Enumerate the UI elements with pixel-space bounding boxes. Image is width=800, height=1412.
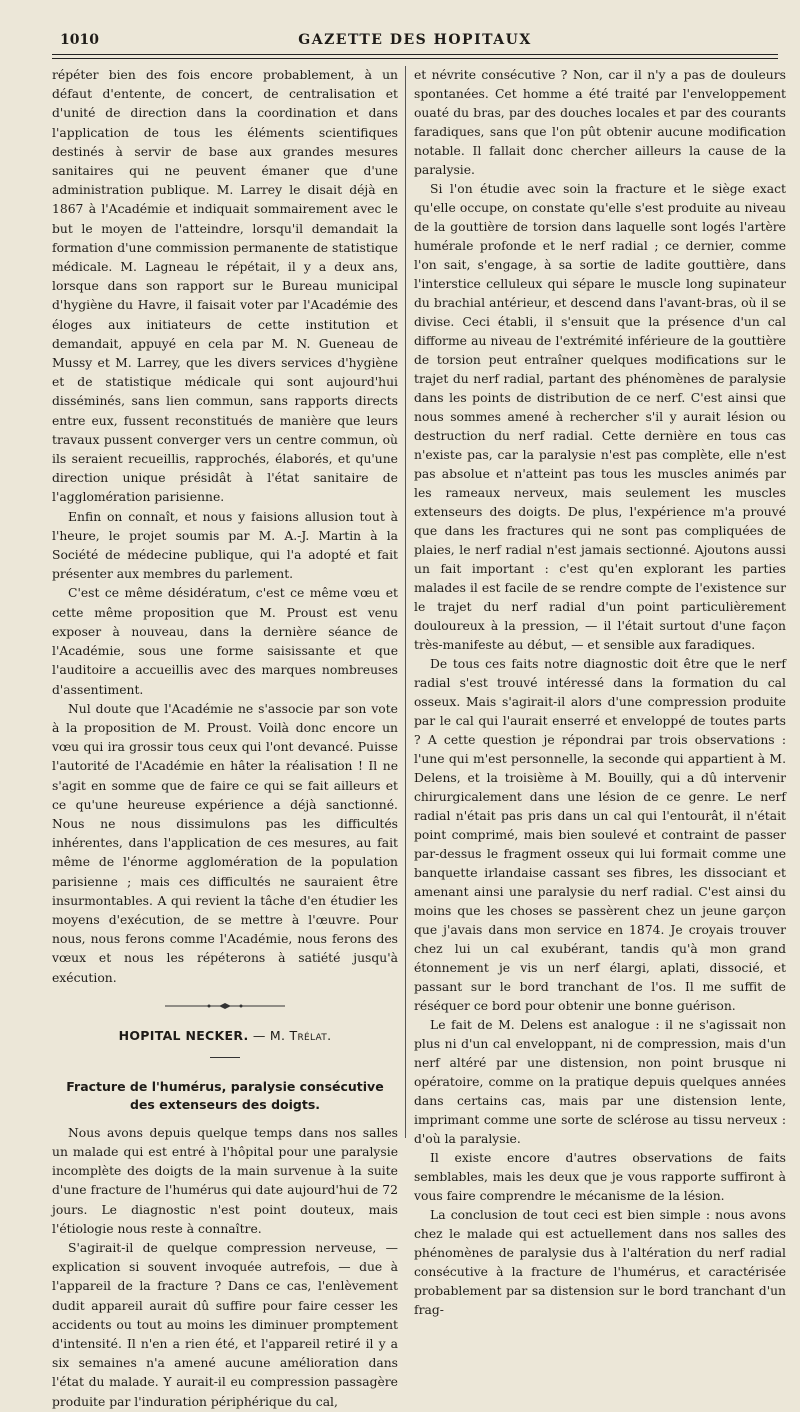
column-divider [405, 66, 406, 1138]
section-ornament [165, 1002, 285, 1010]
header-rule [52, 54, 778, 55]
journal-title: GAZETTE DES HOPITAUX [298, 32, 532, 48]
paragraph: De tous ces faits notre diagnostic doit être que le nerf radial s'est trouvé intéressé dans la formation du cal osseux. Mais s'agirait-il alors d'une compression produite par le cal qui l'aurait enserré et enveloppé de toutes parts ? A cette question je répondrai par trois observations : l'une qui m'est personnelle, la seconde qui appartient à M. Delens, et la troisième à M. Bouilly, qui a dû intervenir chirurgicalement dans une lésion de ce genre. Le nerf radial n'était pas pris dans un cal qui l'entourât, il n'était point comprimé, mais bien soulevé et contraint de passer par-dessus le fragment osseux qui lui formait comme une banquette irlandaise cassant ses fibres, les dissociant et amenant ainsi une paralysie du nerf radial. C'est ainsi du moins que les choses se passèrent chez un jeune garçon que j'avais dans mon service en 1874. Je croyais trouver chez lui un cal exubérant, tandis qu'à mon grand étonnement je vis un nerf élargi, aplati, dissocié, et passant sur le bord tranchant de l'os. Il me suffit de réséquer ce bord pour obtenir une bonne guérison. [414, 657, 786, 1013]
paragraph: Il existe encore d'autres observations de faits semblables, mais les deux que je vous rapporte suffiront à vous faire comprendre le mécanisme de la lésion. [414, 1151, 786, 1203]
left-column [52, 66, 398, 1409]
heading-separator: — [248, 1027, 270, 1043]
paragraph: et névrite consécutive ? Non, car il n'y a pas de douleurs spontanées. Cet homme a été traité par l'enveloppement ouaté du bras, par des douches locales et par des courants faradiques, sans que l'on pût obtenir aucune modification notable. Il fallait donc chercher ailleurs la cause de la paralysie. [414, 68, 786, 177]
section-heading [52, 1028, 398, 1043]
right-column [414, 66, 786, 1317]
paragraph: Si l'on étudie avec soin la fracture et le siège exact qu'elle occupe, on constate qu'elle s'est produite au niveau de la gouttière de torsion dans laquelle sont logés l'artère humérale profonde et le nerf radial ; ce dernier, comme l'on sait, s'engage, à sa sortie de ladite gouttière, dans l'interstice celluleux qui sépare le muscle long supinateur du brachial antérieur, et descend dans l'avant-bras, où il se divise. Ceci établi, il s'ensuit que la présence d'un cal difforme au niveau de l'extrémité inférieure de la gouttière de torsion peut entraîner quelques modifications sur le trajet du nerf radial, partant des phénomènes de paralysie dans les points de distribution de ce nerf. C'est ainsi que nous sommes amené à rechercher s'il y aurait lésion ou destruction du nerf radial. Cette dernière en tous cas n'existe pas, car la paralysie n'est pas complète, elle n'est pas absolue et n'atteint pas tous les muscles animés par les rameaux nerveux, mais seulement les muscles extenseurs des doigts. De plus, l'expérience m'a prouvé que dans les fractures qui ne sont pas compliquées de plaies, le nerf radial n'est jamais sectionné. Ajoutons aussi un fait important : c'est qu'en explorant les parties malades il est facile de se rendre compte de l'existence sur le trajet du nerf radial d'un point particulièrement douloureux à la pression, — il l'était surtout d'une façon très-manifeste au début, — et sensible aux faradiques. [414, 182, 786, 652]
article-title-line: Fracture de l'humérus, paralysie consécutive [66, 1078, 384, 1094]
paragraph: Enfin on connaît, et nous y faisions allusion tout à l'heure, le projet soumis par M. A.-J. Martin à la Société de médecine publique, qui l'a adopté et fait présenter aux membres du parlement. [52, 509, 398, 582]
article-title-line: des extenseurs des doigts. [129, 1096, 321, 1112]
paragraph: Le fait de M. Delens est analogue : il ne s'agissait non plus ni d'un cal enveloppant, ni de compression, mais d'un nerf altéré par une distension, non point brusque ni opératoire, comme on la pratique depuis quelques années dans certains cas, mais par une distension lente, imprimant comme une sorte de sclérose au tissu nerveux : d'où la paralysie. [414, 1018, 786, 1146]
paragraph: S'agirait-il de quelque compression nerveuse, — explication si souvent invoquée autrefois, — due à l'appareil de la fracture ? Dans ce cas, l'enlèvement dudit appareil aurait dû suffire pour faire cesser les accidents ou tout au moins les diminuer promptement d'intensité. Il n'en a rien été, et l'appareil retiré il y a six semaines n'a amené aucune amélioration dans l'état du malade. Y aurait-il eu compression passagère produite par l'induration périphérique du cal, [52, 1240, 398, 1409]
paragraph: Nous avons depuis quelque temps dans nos salles un malade qui est entré à l'hôpital pour une paralysie incomplète des doigts de la main survenue à la suite d'une fracture de l'humérus qui date aujourd'hui de 72 jours. Le diagnostic n'est point douteux, mais l'étiologie nous reste à connaître. [52, 1125, 398, 1236]
page-header [52, 30, 778, 52]
paragraph: La conclusion de tout ceci est bien simple : nous avons chez le malade qui est actuellement dans nos salles des phénomènes de paralysie dus à l'altération du nerf radial consécutive à la fracture de l'humérus, et caractérisée probablement par sa distension sur le bord tranchant d'un frag- [414, 1208, 786, 1317]
paragraph: Nul doute que l'Académie ne s'associe par son vote à la proposition de M. Proust. Voilà donc encore un vœu qui ira grossir tous ceux qui l'ont devancé. Puisse l'autorité de l'Académie en hâter la réalisation ! Il ne s'agit en somme que de faire ce qui se fait ailleurs et ce qu'une heureuse expérience a déjà sanctionné. Nous ne nous dissimulons pas les difficultés inhérentes, dans l'application de ces mesures, au fait même de l'énorme agglomération de la population parisienne ; mais ces difficultés ne sauraient être insurmontables. A qui revient la tâche d'en étudier les moyens d'exécution, de se mettre à l'œuvre. Pour nous, nous ferons comme l'Académie, nous ferons des vœux et nous les répéterons à satiété jusqu'à exécution. [52, 701, 398, 985]
short-divider [210, 1057, 240, 1058]
header-rule-thin [52, 58, 778, 59]
author-name: M. Trélat. [269, 1027, 332, 1043]
article-title [52, 1078, 398, 1114]
paragraph: C'est ce même désidératum, c'est ce même vœu et cette même proposition que M. Proust est venu exposer à nouveau, dans la dernière séance de l'Académie, sous une forme saisissante et que l'auditoire a accueillis avec des marques nombreuses d'assentiment. [52, 586, 398, 697]
paragraph: répéter bien des fois encore probablement, à un défaut d'entente, de concert, de centralisation et d'unité de direction dans la coordination et dans l'application de tous les éléments scientifiques destinés à servir de base aux grandes mesures sanitaires qui ne peuvent émaner que d'une administration publique. M. Larrey le disait déjà en 1867 à l'Académie et indiquait sommairement avec le but le moyen de l'atteindre, lorsqu'il demandait la formation d'une commission permanente de statistique médicale. M. Lagneau le répétait, il y a deux ans, lorsque dans son rapport sur le Bureau municipal d'hygiène du Havre, il faisait voter par l'Académie des éloges aux initiateurs de cette institution et demandait, appuyé en cela par M. N. Gueneau de Mussy et M. Larrey, que les divers services d'hygiène et de statistique médicale qui sont aujourd'hui disséminés, sans lien commun, sans rapports directs entre eux, fussent reconstitués de manière que leurs travaux pussent converger vers un centre commun, où ils seraient recueillis, rapprochés, élaborés, et qu'une direction unique présidât à l'état sanitaire de l'agglomération parisienne. [52, 68, 398, 505]
page-number: 1010 [60, 32, 99, 48]
hospital-name: HOPITAL NECKER. [118, 1027, 249, 1043]
